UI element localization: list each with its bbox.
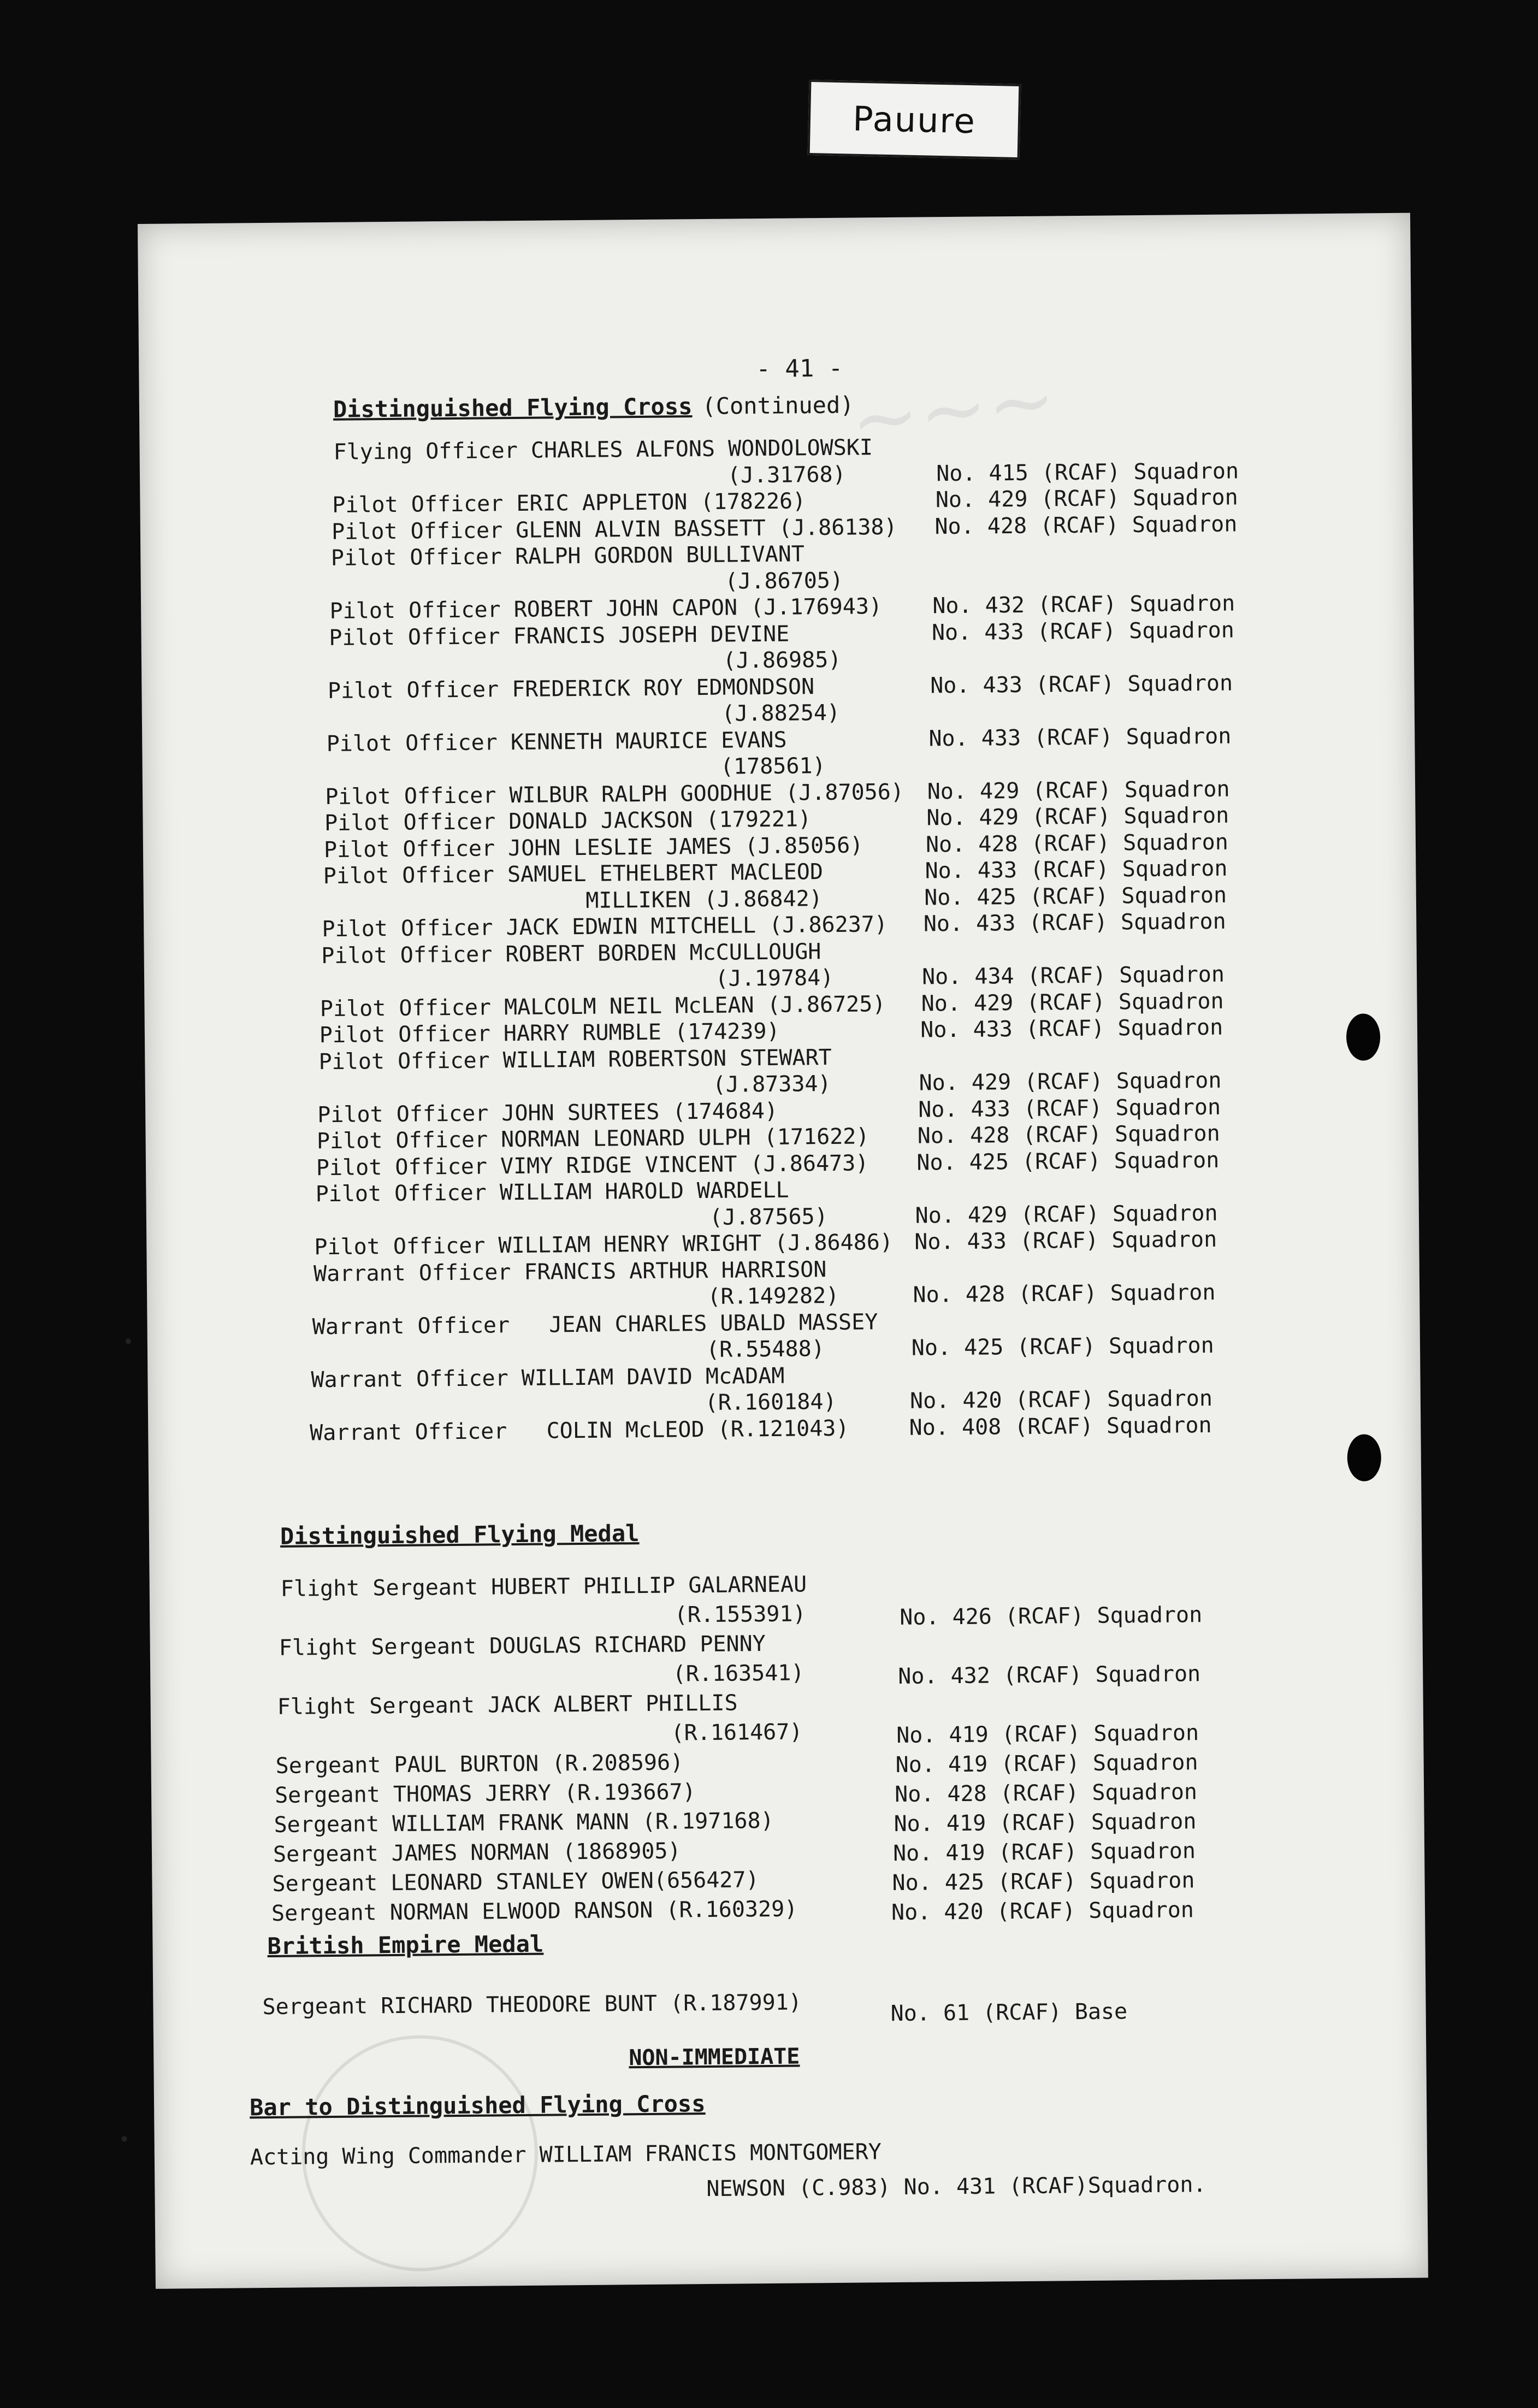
dfc-squadron: No. 428 (RCAF) Squadron xyxy=(934,511,1238,539)
dfm-squadron: No. 425 (RCAF) Squadron xyxy=(892,1868,1195,1896)
bar-dfc-recipient-cont: NEWSON (C.983) No. 431 (RCAF)Squadron. xyxy=(706,2172,1206,2202)
dfc-recipient-line: Flying Officer CHARLES ALFONS WONDOLOWSKI xyxy=(333,435,873,465)
punch-hole-lower xyxy=(1347,1434,1381,1482)
dfc-recipient-line: Pilot Officer JOHN LESLIE JAMES (J.85056) xyxy=(323,832,863,863)
dfc-list xyxy=(138,213,1410,224)
dfc-recipient-line: (J.88254) xyxy=(327,700,841,730)
dfc-recipient-line: Pilot Officer VIMY RIDGE VINCENT (J.86473) xyxy=(316,1150,869,1181)
dfm-recipient-line: (R.161467) xyxy=(276,1719,803,1749)
dfm-recipient-line: Sergeant THOMAS JERRY (R.193667) xyxy=(274,1779,696,1808)
dfm-squadron: No. 419 (RCAF) Squadron xyxy=(892,1838,1196,1867)
dfc-recipient-line: (J.86705) xyxy=(330,568,844,598)
dfc-squadron: No. 429 (RCAF) Squadron xyxy=(921,988,1224,1017)
margin-mark xyxy=(126,1338,131,1344)
dfc-recipient-line: Pilot Officer HARRY RUMBLE (174239) xyxy=(319,1018,780,1048)
dfc-continued-heading: Distinguished Flying Cross (Continued) xyxy=(333,391,854,423)
dfm-recipient-line: Sergeant LEONARD STANLEY OWEN(656427) xyxy=(272,1867,759,1897)
dfm-recipient-line: Sergeant WILLIAM FRANK MANN (R.197168) xyxy=(274,1808,774,1838)
dfc-squadron: No. 433 (RCAF) Squadron xyxy=(920,1014,1223,1043)
dfc-recipient-line: Pilot Officer JOHN SURTEES (174684) xyxy=(317,1098,778,1128)
dfc-squadron: No. 429 (RCAF) Squadron xyxy=(935,485,1238,513)
dfc-squadron: No. 433 (RCAF) Squadron xyxy=(914,1226,1217,1255)
dfc-recipient-line: (J.87565) xyxy=(315,1203,828,1233)
bem-unit: No. 61 (RCAF) Base xyxy=(890,1999,1128,2027)
bem-recipient: Sergeant RICHARD THEODORE BUNT (R.187991) xyxy=(262,1990,802,2020)
dfc-recipient-line: (J.19784) xyxy=(320,965,834,995)
dfc-recipient-line: (R.149282) xyxy=(312,1283,839,1313)
dfc-recipient-line: Pilot Officer SAMUEL ETHELBERT MACLEOD xyxy=(323,859,824,889)
punch-hole-upper xyxy=(1346,1013,1381,1061)
dfc-recipient-line: Pilot Officer WILLIAM ROBERTSON STEWART xyxy=(318,1044,832,1075)
dfc-squadron: No. 425 (RCAF) Squadron xyxy=(924,882,1227,910)
dfc-recipient-line: Pilot Officer RALPH GORDON BULLIVANT xyxy=(330,541,805,571)
dfc-recipient-line: Pilot Officer ROBERT JOHN CAPON (J.176943) xyxy=(329,594,883,624)
dfc-recipient-line: Pilot Officer FRANCIS JOSEPH DEVINE xyxy=(329,621,790,651)
dfm-list xyxy=(138,213,1410,224)
dfm-squadron: No. 419 (RCAF) Squadron xyxy=(895,1750,1198,1778)
file-label-text: Pauure xyxy=(852,98,977,141)
dfc-recipient-line: Pilot Officer MALCOLM NEIL McLEAN (J.86725) xyxy=(320,991,886,1022)
dfc-squadron: No. 433 (RCAF) Squadron xyxy=(923,908,1226,937)
dfm-squadron: No. 419 (RCAF) Squadron xyxy=(894,1809,1197,1837)
dfm-recipient-line: Sergeant JAMES NORMAN (1868905) xyxy=(273,1838,681,1867)
dfc-recipient-line: Pilot Officer GLENN ALVIN BASSETT (J.86138) xyxy=(331,514,897,545)
dfc-recipient-line: (R.55488) xyxy=(311,1336,825,1366)
bar-dfc-heading: Bar to Distinguished Flying Cross xyxy=(249,2090,706,2121)
page-number: - 41 - xyxy=(756,354,843,383)
dfc-squadron: No. 425 (RCAF) Squadron xyxy=(916,1147,1220,1176)
bem-heading: British Empire Medal xyxy=(267,1930,544,1960)
dfc-recipient-line: (J.87334) xyxy=(318,1071,831,1101)
dfc-squadron: No. 425 (RCAF) Squadron xyxy=(911,1332,1214,1361)
dfc-squadron: No. 433 (RCAF) Squadron xyxy=(930,670,1233,698)
dfc-recipient-line: Pilot Officer WILLIAM HENRY WRIGHT (J.86486) xyxy=(314,1230,894,1260)
dfc-squadron: No. 428 (RCAF) Squadron xyxy=(913,1279,1216,1308)
margin-mark xyxy=(122,2136,127,2141)
dfm-squadron: No. 428 (RCAF) Squadron xyxy=(894,1779,1198,1808)
dfc-recipient-line: (R.160184) xyxy=(310,1389,837,1419)
dfc-squadron: No. 408 (RCAF) Squadron xyxy=(909,1412,1212,1441)
dfc-recipient-line: (J.31768) xyxy=(333,462,846,492)
dfc-recipient-line: Pilot Officer FREDERICK ROY EDMONDSON xyxy=(327,674,815,704)
dfc-recipient-line: Pilot Officer ERIC APPLETON (178226) xyxy=(332,488,806,518)
dfc-squadron: No. 429 (RCAF) Squadron xyxy=(915,1200,1218,1229)
dfm-recipient-line: Flight Sergeant JACK ALBERT PHILLIS xyxy=(277,1690,738,1720)
faint-watermark: ~~~ xyxy=(845,351,1061,470)
dfc-squadron: No. 420 (RCAF) Squadron xyxy=(909,1385,1213,1414)
dfm-recipient-line: Sergeant PAUL BURTON (R.208596) xyxy=(275,1750,684,1779)
dfc-recipient-line: Pilot Officer DONALD JACKSON (179221) xyxy=(324,806,812,836)
dfc-squadron: No. 433 (RCAF) Squadron xyxy=(928,723,1232,751)
dfm-squadron: No. 426 (RCAF) Squadron xyxy=(900,1602,1203,1630)
dfc-recipient-line: Pilot Officer ROBERT BORDEN McCULLOUGH xyxy=(321,939,821,969)
non-immediate-heading: NON-IMMEDIATE xyxy=(629,2044,800,2071)
dfm-recipient-line: Sergeant NORMAN ELWOOD RANSON (R.160329) xyxy=(271,1896,798,1926)
dfc-recipient-line: (178561) xyxy=(326,753,826,783)
dfc-squadron: No. 433 (RCAF) Squadron xyxy=(931,617,1235,645)
dfc-recipient-line: Warrant Officer FRANCIS ARTHUR HARRISON xyxy=(313,1256,827,1286)
dfm-recipient-line: (R.163541) xyxy=(278,1660,805,1690)
dfc-squadron: No. 428 (RCAF) Squadron xyxy=(917,1120,1220,1149)
dfc-recipient-line: Pilot Officer NORMAN LEONARD ULPH (171622) xyxy=(316,1124,869,1154)
dfm-squadron: No. 420 (RCAF) Squadron xyxy=(891,1897,1194,1926)
dfc-recipient-line: Pilot Officer JACK EDWIN MITCHELL (J.86237) xyxy=(322,912,888,942)
dfc-recipient-line: Warrant Officer COLIN McLEOD (R.121043) xyxy=(309,1415,849,1445)
dfm-squadron: No. 432 (RCAF) Squadron xyxy=(898,1661,1201,1689)
dfm-recipient-line: Flight Sergeant HUBERT PHILLIP GALARNEAU xyxy=(280,1572,807,1602)
dfc-recipient-line: Pilot Officer WILLIAM HAROLD WARDELL xyxy=(315,1177,789,1207)
dfc-recipient-line: Pilot Officer WILBUR RALPH GOODHUE (J.87056) xyxy=(325,779,904,810)
dfc-squadron: No. 429 (RCAF) Squadron xyxy=(919,1067,1222,1096)
file-label-slip xyxy=(808,80,1021,160)
dfc-recipient-line: Pilot Officer KENNETH MAURICE EVANS xyxy=(326,727,787,757)
dfc-squadron: No. 428 (RCAF) Squadron xyxy=(925,829,1229,857)
dfm-heading: Distinguished Flying Medal xyxy=(280,1520,640,1550)
dfc-squadron: No. 434 (RCAF) Squadron xyxy=(921,961,1225,990)
dfc-squadron: No. 433 (RCAF) Squadron xyxy=(918,1094,1221,1123)
dfc-squadron: No. 433 (RCAF) Squadron xyxy=(925,855,1228,884)
dfm-recipient-line: (R.155391) xyxy=(280,1601,806,1631)
dfc-recipient-line: (J.86985) xyxy=(328,647,842,677)
dfc-recipient-line: MILLIKEN (J.86842) xyxy=(322,886,823,916)
dfm-recipient-line: Flight Sergeant DOUGLAS RICHARD PENNY xyxy=(279,1631,766,1661)
dfc-squadron: No. 432 (RCAF) Squadron xyxy=(932,591,1235,619)
dfc-recipient-line: Warrant Officer WILLIAM DAVID McADAM xyxy=(311,1363,785,1392)
dfm-squadron: No. 419 (RCAF) Squadron xyxy=(896,1720,1199,1748)
dfc-squadron: No. 429 (RCAF) Squadron xyxy=(926,802,1229,831)
dfc-recipient-line: Warrant Officer JEAN CHARLES UBALD MASSEY xyxy=(312,1309,878,1339)
bar-dfc-recipient: Acting Wing Commander WILLIAM FRANCIS MONTGOMERY xyxy=(250,2139,882,2170)
dfc-squadron: No. 429 (RCAF) Squadron xyxy=(927,776,1230,804)
document-page xyxy=(138,213,1428,2289)
dfc-squadron: No. 415 (RCAF) Squadron xyxy=(936,458,1239,486)
